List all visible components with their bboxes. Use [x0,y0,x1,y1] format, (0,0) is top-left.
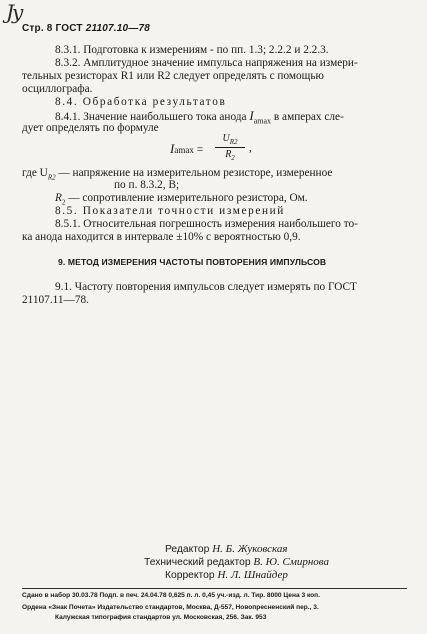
fraction-bar [215,147,245,148]
standard-label: ГОСТ [55,23,83,34]
paragraph-8-5-1-line2: ка анода находится в интервале ±10% с вероятностью 0,9. [22,231,301,243]
p841-subscript: amax [253,116,272,126]
standard-number: 21107.10—78 [85,23,151,34]
imprint-line3: Калужская типография стандартов ул. Московская, 256. Зак. 953 [55,614,267,621]
paragraph-8-3-1: 8.3.1. Подготовка к измерениям - по пп. 1.3; 2.2.2 и 2.2.3. [55,44,329,56]
editor-line: Редактор Н. Б. Жуковская [165,543,288,555]
p841-text-end: в амперах сле- [273,111,344,123]
heading-8-5: 8.5. Показатели точности измерений [55,205,285,217]
page-header [22,23,150,34]
handwritten-mark: Ју [6,0,22,24]
paragraph-8-3-2-line2: тельных резисторах R1 или R2 следует определять с помощью [22,70,324,82]
p841-text: 8.4.1. Значение наибольшего тока анода [55,111,247,123]
imprint-line2: Ордена «Знак Почета» Издательство стандартов, Москва, Д-557, Новопресненский пер., 3. [22,604,319,611]
paragraph-8-5-1-line1: 8.5.1. Относительная погрешность измерения наибольшего то- [55,218,358,230]
page-number: Стр. 8 [22,23,53,34]
formula-numerator: $U_{R2}$ [222,133,238,146]
where-line2: $R_2$ — сопротивление измерительного резистора, Ом. [55,192,308,207]
paragraph-9-1-line1: 9.1. Частоту повторения импульсов следует измерять по ГОСТ [55,281,357,293]
paragraph-8-3-2-line3: осциллографа. [22,83,93,95]
where-line1: где $U_{R2}$ — напряжение на измерительном резисторе, измеренное [22,167,333,182]
p841-symbol: I [249,108,254,123]
formula-comma: , [249,142,252,154]
section-9-title: 9. МЕТОД ИЗМЕРЕНИЯ ЧАСТОТЫ ПОВТОРЕНИЯ ИМПУЛЬСОВ [58,257,327,267]
paragraph-9-1-line2: 21107.11—78. [22,294,89,306]
corrector-line: Корректор Н. Л. Шнайдер [165,569,288,581]
formula-denominator: $R_2$ [225,149,235,162]
imprint-line1: Сдано в набор 30.03.78 Подп. в печ. 24.04.78 0,625 п. л. 0,45 уч.-изд. л. Тир. 8000 Цена 3 коп. [22,592,320,599]
heading-8-4: 8.4. Обработка результатов [55,96,227,108]
formula-lhs: Iamax = [170,141,204,156]
where-line1-cont: по п. 8.3.2, В; [114,179,180,191]
imprint-divider [22,588,407,589]
tech-editor-line: Технический редактор В. Ю. Смирнова [144,556,330,568]
formula-fraction [215,133,245,162]
paragraph-8-3-2-line1: 8.3.2. Амплитудное значение импульса напряжения на измери- [55,57,358,69]
paragraph-8-4-1-line2: дует определять по формуле [22,122,159,134]
